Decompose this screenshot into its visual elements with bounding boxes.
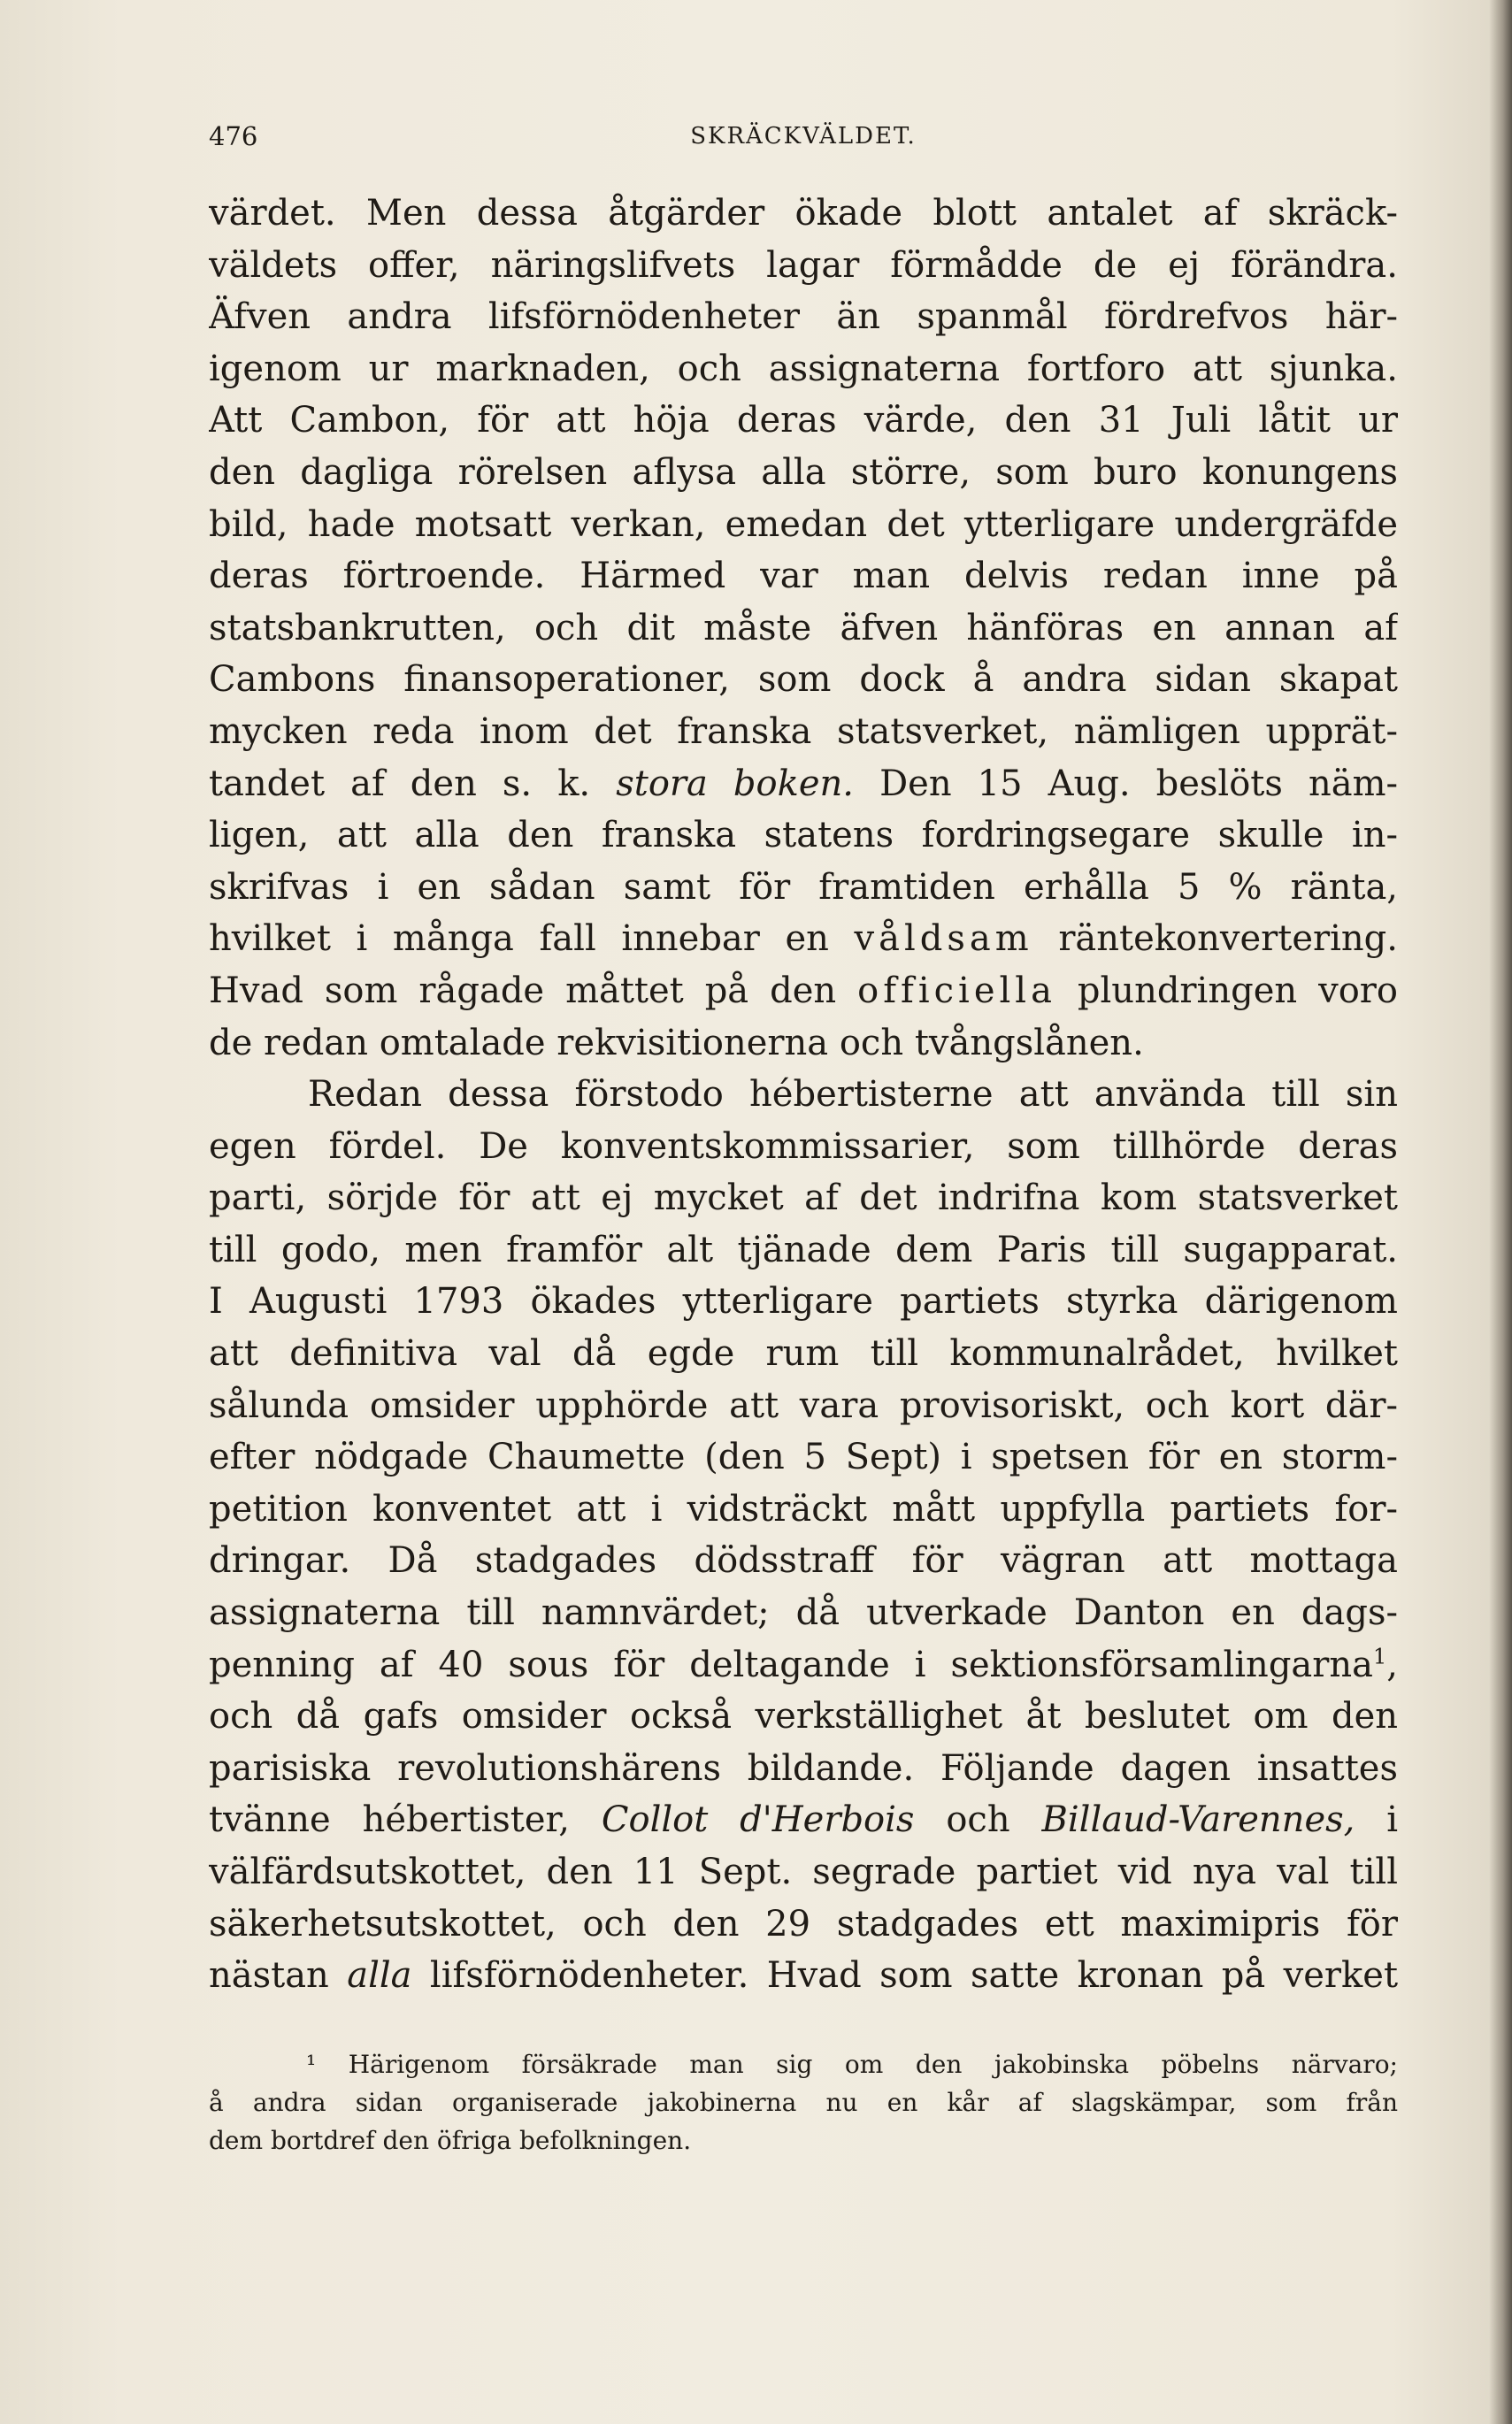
text-segment: räntekonvertering. <box>1058 918 1398 960</box>
text-line <box>209 1794 1398 1846</box>
text-segment: Hvad som rågade måttet på den <box>209 970 837 1011</box>
text-segment: hvilket i många fall innebar en <box>209 918 829 960</box>
text-line: de redan omtalade rekvisitionerna och tvångslånen. <box>209 1022 1144 1063</box>
text-line: att definitiva val då egde rum till kommunalrådet, hvilket <box>209 1333 1398 1375</box>
footnote-line: dem bortdref den öfriga befolkningen. <box>209 2126 692 2155</box>
text-line: parisiska revolutionshärens bildande. Följande dagen insattes <box>209 1747 1398 1789</box>
italic-phrase: alla <box>347 1955 412 1997</box>
text-line <box>209 1950 1398 2002</box>
text-segment: Den 15 Aug. beslöts näm- <box>879 763 1398 804</box>
spaced-emphasis: officiella <box>857 970 1056 1011</box>
italic-phrase: stora boken. <box>616 763 855 804</box>
text-line: efter nödgade Chaumette (den 5 Sept) i spetsen för en storm- <box>209 1437 1398 1478</box>
text-line: Att Cambon, för att höja deras värde, den 31 Juli låtit ur <box>209 400 1398 441</box>
page-edge-shadow <box>1489 0 1512 2424</box>
text-segment: i <box>1386 1799 1398 1841</box>
body-text <box>209 188 1398 2002</box>
text-line: deras förtroende. Härmed var man delvis redan inne på <box>209 556 1398 597</box>
text-line: skrifvas i en sådan samt för framtiden erhålla 5 % ränta, <box>209 866 1398 908</box>
text-line: dringar. Då stadgades dödsstraff för vägran att mottaga <box>209 1540 1398 1582</box>
text-segment: plundringen voro <box>1077 970 1398 1011</box>
text-segment: penning af 40 sous för deltagande i sektionsförsamlingarna <box>209 1644 1373 1685</box>
text-segment: tandet af den s. k. <box>209 763 591 804</box>
text-segment: och <box>946 1799 1010 1841</box>
text-line: välfärdsutskottet, den 11 Sept. segrade partiet vid nya val till <box>209 1852 1398 1892</box>
text-segment: nästan <box>209 1955 329 1997</box>
footnotes <box>209 2045 1398 2159</box>
text-line: sålunda omsider upphörde att vara provisoriskt, och kort där- <box>209 1385 1398 1426</box>
running-head: SKRÄCKVÄLDET. <box>690 123 917 150</box>
text-line: Redan dessa förstodo hébertisterne att använda till sin <box>308 1074 1398 1116</box>
text-line: och då gafs omsider också verkställighet åt beslutet om den <box>209 1696 1398 1737</box>
text-line: mycken reda inom det franska statsverket, nämligen upprät- <box>209 710 1398 752</box>
text-line: bild, hade motsatt verkan, emedan det ytterligare undergräfde <box>209 503 1398 545</box>
footnote-line: ¹ Härigenom försäkrade man sig om den jakobinska pöbelns närvaro; <box>306 2050 1398 2079</box>
spaced-emphasis: våldsam <box>854 918 1033 960</box>
text-line <box>209 965 1398 1017</box>
text-line: petition konventet att i vidsträckt mått uppfylla partiets for- <box>209 1488 1398 1530</box>
text-line <box>209 758 1398 810</box>
text-line: Äfven andra lifsförnödenheter än spanmål fördrefvos här- <box>209 296 1398 338</box>
text-segment: , <box>1386 1644 1398 1685</box>
text-line: värdet. Men dessa åtgärder ökade blott antalet af skräck- <box>209 193 1398 234</box>
footnote-marker: 1 <box>1373 1644 1387 1669</box>
text-line: säkerhetsutskottet, och den 29 stadgades ett maximipris för <box>209 1903 1398 1945</box>
text-line: I Augusti 1793 ökades ytterligare partiets styrka därigenom <box>209 1281 1398 1323</box>
text-line: parti, sörjde för att ej mycket af det indrifna kom statsverket <box>209 1177 1398 1219</box>
text-line: ligen, att alla den franska statens fordringsegare skulle in- <box>209 815 1398 856</box>
text-line: igenom ur marknaden, och assignaterna fortforo att sjunka. <box>209 348 1398 389</box>
text-line: till godo, men framför alt tjänade dem Paris till sugapparat. <box>209 1229 1398 1270</box>
text-segment: lifsförnödenheter. Hvad som satte kronan på verket <box>429 1955 1398 1997</box>
footnote-line: å andra sidan organiserade jakobinerna nu en kår af slagskämpar, som från <box>209 2088 1398 2117</box>
text-segment: tvänne hébertister, <box>209 1799 570 1841</box>
italic-name: Billaud-Varennes, <box>1041 1799 1355 1841</box>
text-line <box>209 913 1398 965</box>
text-line: den dagliga rörelsen aflysa alla större, som buro konungens <box>209 451 1398 493</box>
text-line: egen fördel. De konventskommissarier, som tillhörde deras <box>209 1125 1398 1167</box>
text-line: statsbankrutten, och dit måste äfven hänföras en annan af <box>209 607 1398 648</box>
page-header <box>209 119 1398 154</box>
text-line: Cambons finansoperationer, som dock å andra sidan skapat <box>209 659 1398 701</box>
text-line: assignaterna till namnvärdet; då utverkade Danton en dags- <box>209 1592 1398 1634</box>
italic-name: Collot d'Herbois <box>601 1799 915 1841</box>
page-number: 476 <box>209 121 258 151</box>
text-line <box>209 1639 1398 1691</box>
text-line: väldets offer, näringslifvets lagar förmådde de ej förändra. <box>209 244 1398 286</box>
